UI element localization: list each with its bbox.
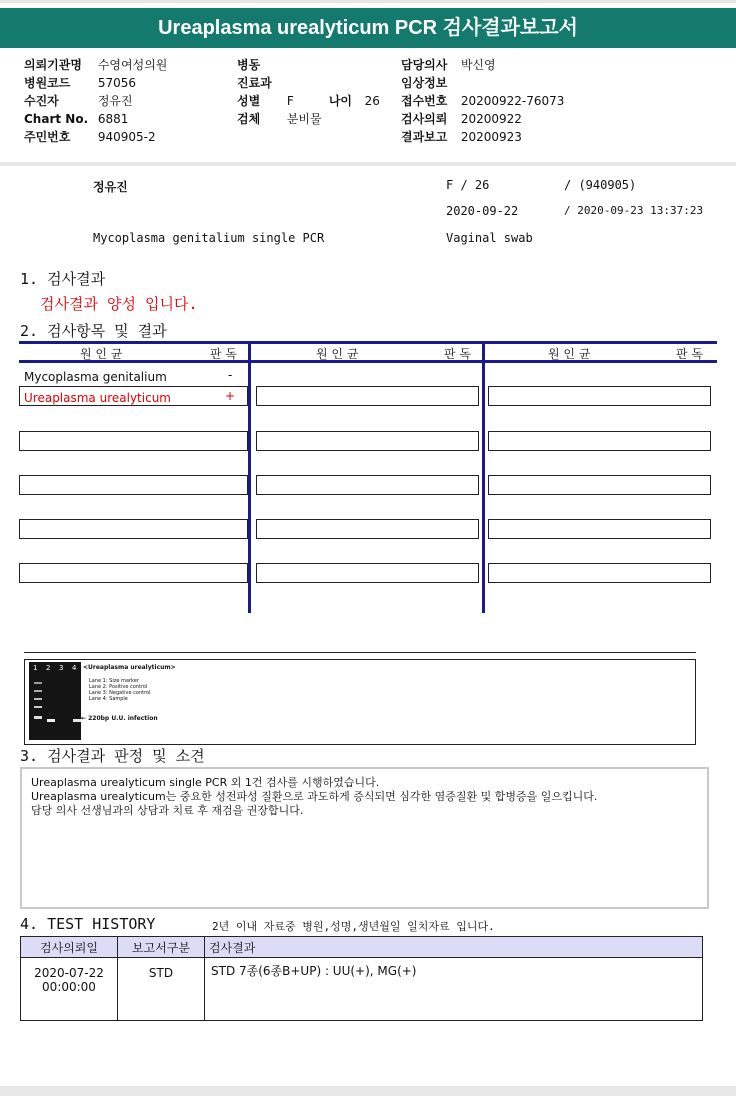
table-cell-empty bbox=[256, 563, 479, 583]
history-date-cell bbox=[21, 958, 118, 1021]
section4-note: 2년 이내 자료중 병원,성명,생년월일 일치자료 입니다. bbox=[212, 920, 495, 933]
report-datetime: / 2020-09-23 13:37:23 bbox=[564, 204, 704, 217]
col3-organism-header: 원 인 균 bbox=[548, 347, 591, 361]
gel-legend-item: Lane 2: Positive control bbox=[89, 684, 148, 690]
table-cell-empty bbox=[488, 475, 711, 495]
row2-judgement: + bbox=[225, 389, 236, 403]
sample-type: Vaginal swab bbox=[446, 231, 533, 245]
code-value: 57056 bbox=[97, 76, 137, 90]
report-title: Ureaplasma urealyticum PCR 검사결과보고서 bbox=[0, 8, 736, 48]
receipt-value: 20200922-76073 bbox=[460, 94, 565, 108]
table-cell-empty bbox=[256, 475, 479, 495]
gel-image-box bbox=[24, 659, 696, 745]
gel-band bbox=[34, 716, 42, 719]
patient-label: 수진자 bbox=[24, 94, 59, 108]
patient-dob: / (940905) bbox=[564, 178, 637, 192]
hospital-value: 수영여성의원 bbox=[97, 58, 168, 72]
header-col-2 bbox=[237, 58, 380, 130]
patient-name: 정유진 bbox=[93, 180, 128, 194]
table-cell-empty bbox=[488, 563, 711, 583]
request-label: 검사의뢰 bbox=[401, 112, 448, 126]
table-cell-empty bbox=[488, 431, 711, 451]
col1-organism-header: 원 인 균 bbox=[80, 347, 123, 361]
clinical-label: 임상정보 bbox=[401, 76, 448, 90]
table-row bbox=[21, 958, 703, 1021]
grid-divider-1 bbox=[248, 341, 251, 613]
request-date: 2020-09-22 bbox=[446, 204, 519, 218]
header-separator bbox=[0, 162, 736, 166]
finding-line: 담당 의사 선생님과의 상담과 치료 후 재검을 권장합니다. bbox=[31, 804, 304, 817]
gel-band bbox=[73, 719, 81, 722]
header-col-3 bbox=[401, 58, 564, 148]
request-value: 20200922 bbox=[460, 112, 522, 126]
sex-label: 성별 bbox=[237, 94, 261, 108]
id-label: 주민번호 bbox=[24, 130, 71, 144]
code-label: 병원코드 bbox=[24, 76, 71, 90]
row1-organism: Mycoplasma genitalium bbox=[24, 370, 167, 384]
gel-legend-item: Lane 1: Size marker bbox=[89, 678, 139, 684]
history-type: STD bbox=[118, 958, 205, 1021]
age-label: 나이 bbox=[328, 94, 353, 108]
history-time: 00:00:00 bbox=[42, 980, 96, 994]
section3-title: 3. 검사결과 판정 및 소견 bbox=[20, 747, 205, 765]
gel-lane-1: 1 bbox=[33, 664, 38, 672]
gel-title: <Ureaplasma urealyticum> bbox=[83, 664, 176, 671]
gel-band bbox=[34, 706, 42, 708]
top-rule bbox=[0, 0, 736, 3]
finding-text-box bbox=[20, 767, 709, 909]
chart-label: Chart No. bbox=[24, 112, 89, 126]
gel-legend-item: Lane 4: Sample bbox=[89, 696, 128, 702]
specimen-label: 검체 bbox=[237, 112, 261, 126]
patient-sex-age: F / 26 bbox=[446, 178, 490, 192]
gel-band bbox=[47, 719, 55, 722]
table-cell-empty bbox=[19, 563, 248, 583]
col3-judgement-header: 판 독 bbox=[676, 347, 703, 361]
id-value: 940905-2 bbox=[97, 130, 156, 144]
doctor-value: 박신영 bbox=[460, 58, 496, 72]
doctor-label: 담당의사 bbox=[401, 58, 448, 72]
col2-judgement-header: 판 독 bbox=[444, 347, 471, 361]
row1-judgement: - bbox=[228, 368, 233, 382]
col2-organism-header: 원 인 균 bbox=[316, 347, 359, 361]
table-cell-empty bbox=[19, 519, 248, 539]
gel-band bbox=[34, 690, 42, 692]
table-cell-empty bbox=[488, 519, 711, 539]
gel-top-rule bbox=[24, 652, 696, 653]
table-cell-empty bbox=[256, 386, 479, 406]
hospital-label: 의뢰기관명 bbox=[24, 58, 82, 72]
row2-organism: Ureaplasma urealyticum bbox=[24, 391, 171, 405]
grid-divider-2 bbox=[482, 341, 485, 613]
bottom-rule bbox=[0, 1086, 736, 1096]
gel-lane-2: 2 bbox=[46, 664, 51, 672]
finding-line: Ureaplasma urealyticum는 중요한 성전파성 질환으로 과도하게 증식되면 심각한 염증질환 및 합병증을 일으킵니다. bbox=[31, 790, 598, 803]
table-cell-empty bbox=[19, 431, 248, 451]
test-name: Mycoplasma genitalium single PCR bbox=[93, 231, 325, 245]
gel-legend-item: Lane 3: Negative control bbox=[89, 690, 151, 696]
gel-band bbox=[34, 682, 42, 684]
receipt-label: 접수번호 bbox=[401, 94, 448, 108]
report-label: 결과보고 bbox=[401, 130, 448, 144]
table-cell-empty bbox=[488, 386, 711, 406]
gel-photo bbox=[29, 662, 81, 740]
gel-band bbox=[34, 698, 42, 700]
table-cell-empty bbox=[256, 431, 479, 451]
dept-label: 진료과 bbox=[237, 76, 272, 90]
history-col-date: 검사의뢰일 bbox=[21, 937, 118, 958]
section4-title: 4. TEST HISTORY bbox=[20, 915, 156, 933]
gel-band-label: ← 220bp U.U. infection bbox=[81, 715, 158, 722]
age-value: 26 bbox=[364, 94, 380, 108]
col1-judgement-header: 판 독 bbox=[210, 347, 237, 361]
history-result: STD 7종(6종B+UP) : UU(+), MG(+) bbox=[205, 958, 703, 1021]
header-col-1 bbox=[24, 58, 167, 148]
table-cell-empty bbox=[256, 519, 479, 539]
patient-value: 정유진 bbox=[97, 94, 133, 108]
history-col-result: 검사결과 bbox=[205, 937, 703, 958]
gel-legend bbox=[89, 678, 151, 702]
gel-lane-3: 3 bbox=[59, 664, 64, 672]
section2-title: 2. 검사항목 및 결과 bbox=[20, 322, 167, 340]
finding-line: Ureaplasma urealyticum single PCR 외 1건 검사를 시행하였습니다. bbox=[31, 776, 380, 789]
section1-title: 1. 검사결과 bbox=[20, 270, 106, 288]
section1-result: 검사결과 양성 입니다. bbox=[40, 295, 198, 313]
gel-lane-4: 4 bbox=[72, 664, 77, 672]
grid-header-line bbox=[19, 360, 717, 363]
report-value: 20200923 bbox=[460, 130, 522, 144]
sex-value: F bbox=[286, 94, 294, 108]
history-table bbox=[20, 936, 703, 1021]
history-date: 2020-07-22 bbox=[34, 966, 104, 980]
table-cell-empty bbox=[19, 475, 248, 495]
chart-value: 6881 bbox=[97, 112, 129, 126]
ward-label: 병동 bbox=[237, 58, 261, 72]
history-col-type: 보고서구분 bbox=[118, 937, 205, 958]
grid-top-line bbox=[19, 341, 717, 344]
specimen-value: 분비물 bbox=[286, 112, 322, 126]
